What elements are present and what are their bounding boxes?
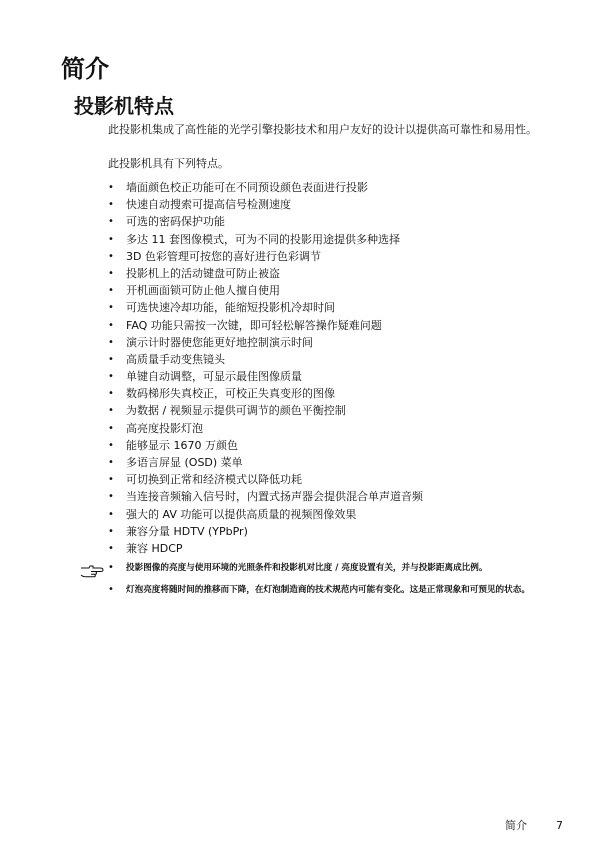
note-list [108,561,563,597]
note-item: • 灯泡亮度将随时间的推移而下降，在灯泡制造商的技术规范内可能有变化。这是正常现象和可预见的状态。 [108,583,563,597]
feature-item: • 投影机上的活动键盘可防止被盗 [108,265,568,282]
feature-item: • 强大的 AV 功能可以提供高质量的视频图像效果 [108,506,568,523]
note-item: • 投影图像的亮度与使用环境的光照条件和投影机对比度 / 亮度设置有关，并与投影距离成比例。 [108,561,563,575]
page-number: 7 [556,819,563,832]
feature-item: • 高质量手动变焦镜头 [108,351,568,368]
feature-item: • 兼容分量 HDTV (YPbPr) [108,523,568,540]
feature-item: • 可切换到正常和经济模式以降低功耗 [108,471,568,488]
feature-item: • 多语言屏显 (OSD) 菜单 [108,454,568,471]
feature-item: • 多达 11 套图像模式，可为不同的投影用途提供多种选择 [108,231,568,248]
feature-item: • 当连接音频输入信号时，内置式扬声器会提供混合单声道音频 [108,488,568,505]
feature-item: • 可选的密码保护功能 [108,213,568,230]
feature-item: • 能够显示 1670 万颜色 [108,437,568,454]
intro-paragraph: 此投影机集成了高性能的光学引擎投影技术和用户友好的设计以提供高可靠性和易用性。 [108,123,537,136]
feature-item: • 快速自动搜索可提高信号检测速度 [108,196,568,213]
intro-paragraph-2: 此投影机具有下列特点。 [108,157,229,170]
feature-list [108,179,568,557]
feature-item: • 为数据 / 视频显示提供可调节的颜色平衡控制 [108,402,568,419]
feature-item: • 开机画面锁可防止他人擅自使用 [108,282,568,299]
feature-item: • 高亮度投影灯泡 [108,420,568,437]
feature-item: • 数码梯形失真校正，可校正失真变形的图像 [108,385,568,402]
section-title: 投影机特点 [74,94,174,118]
footer-chapter-title: 简介 [505,819,527,832]
feature-item: • FAQ 功能只需按一次键，即可轻松解答操作疑难问题 [108,317,568,334]
feature-item: • 可选快速冷却功能，能缩短投影机冷却时间 [108,299,568,316]
feature-item: • 演示计时器使您能更好地控制演示时间 [108,334,568,351]
feature-item: • 墙面颜色校正功能可在不同预设颜色表面进行投影 [108,179,568,196]
feature-item: • 兼容 HDCP [108,540,568,557]
chapter-title: 简介 [61,55,109,83]
feature-item: • 3D 色彩管理可按您的喜好进行色彩调节 [108,248,568,265]
feature-item: • 单键自动调整，可显示最佳图像质量 [108,368,568,385]
note-hand-icon [80,563,104,577]
